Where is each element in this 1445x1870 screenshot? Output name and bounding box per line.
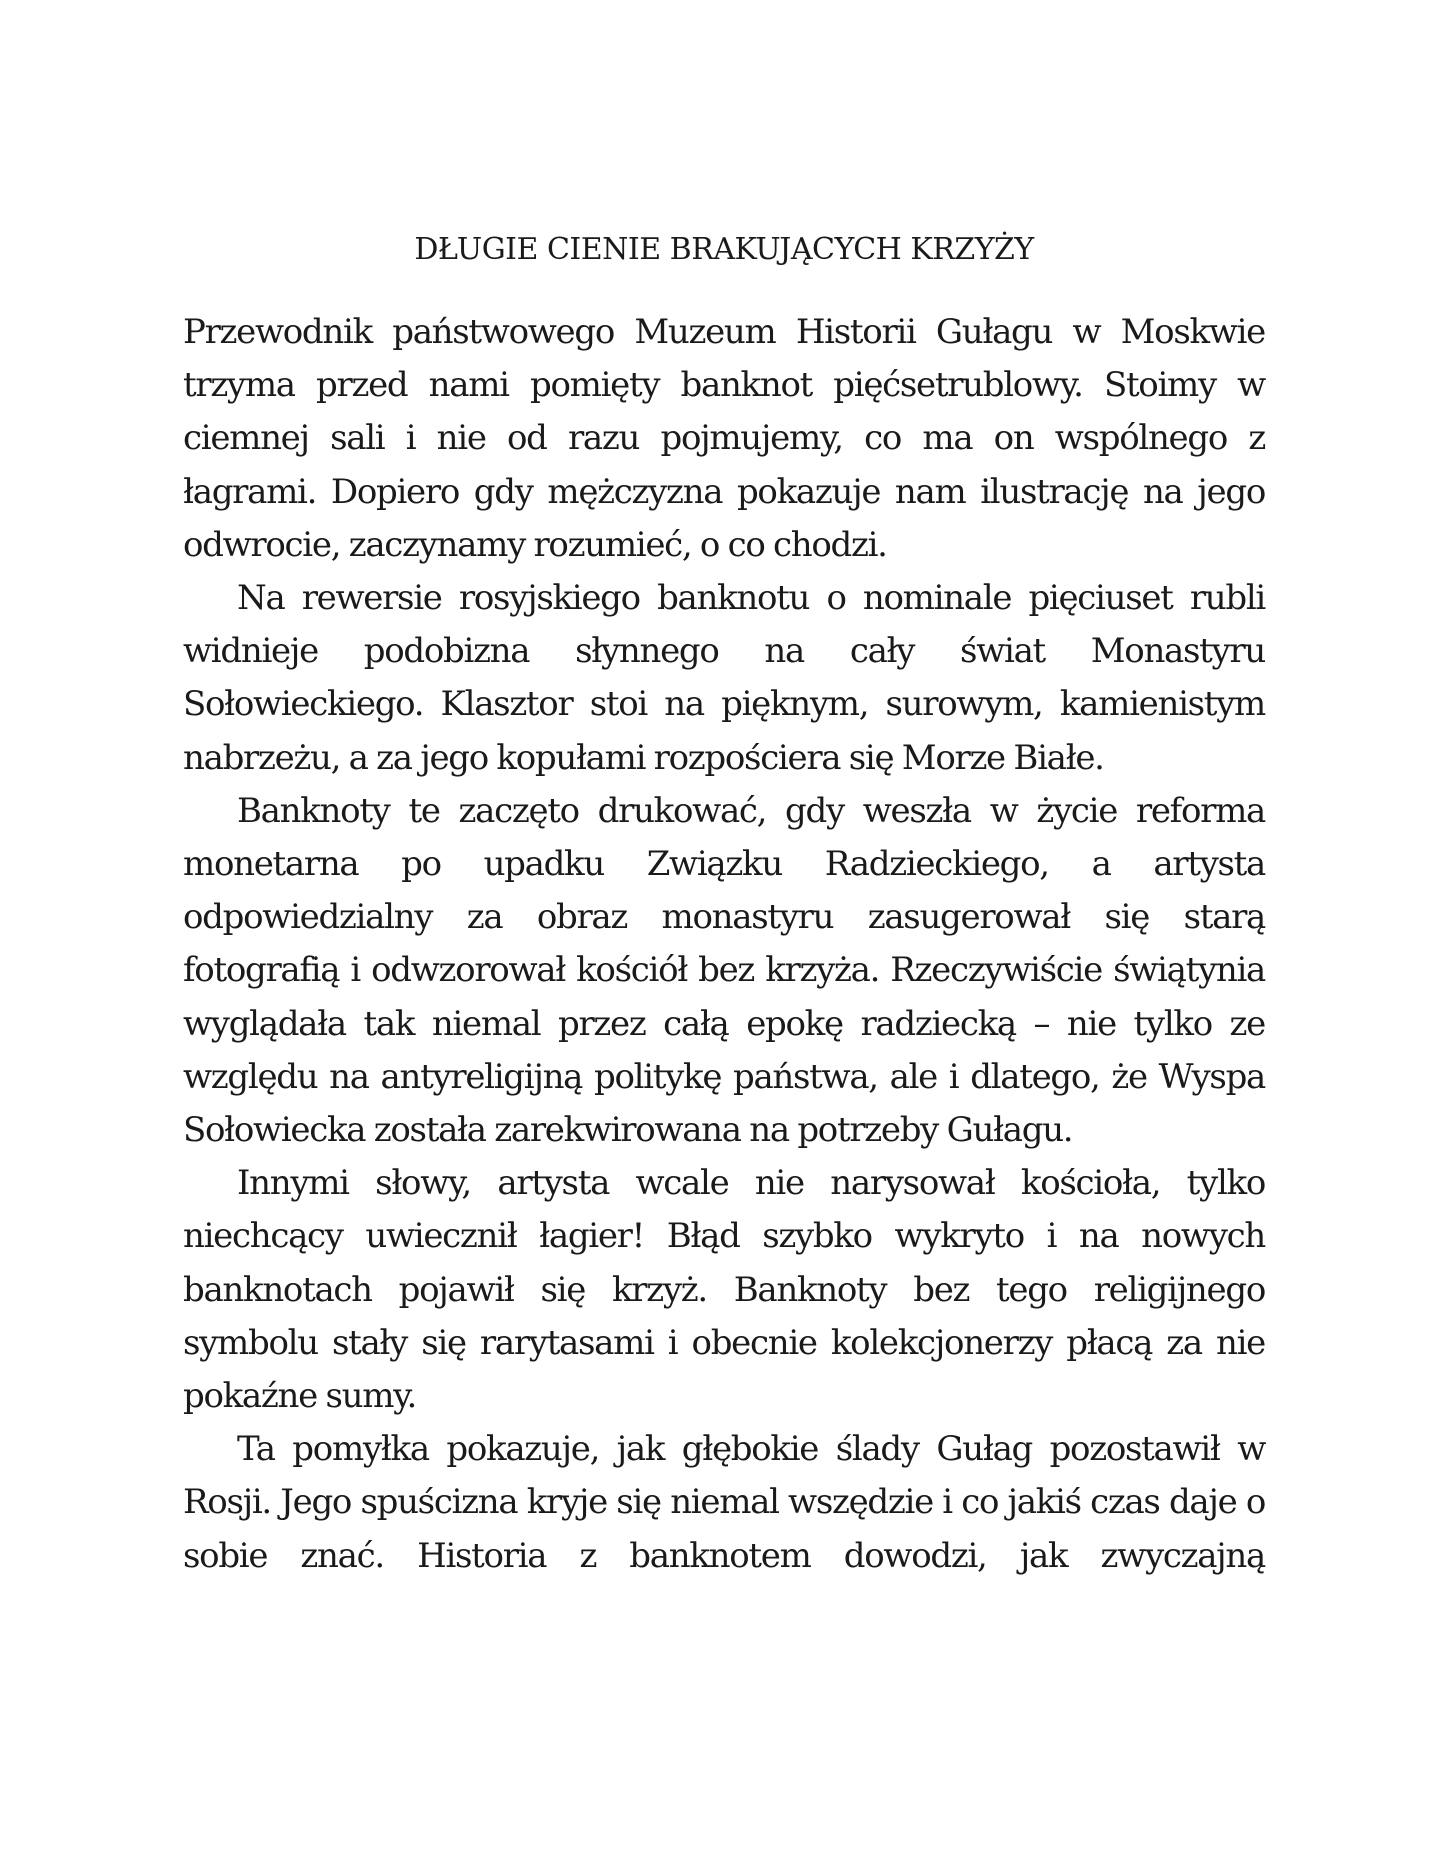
chapter-body (183, 306, 1265, 1583)
chapter-title: DŁUGIE CIENIE BRAKUJĄCYCH KRZYŻY (414, 232, 1034, 267)
paragraph-5: Ta pomyłka pokazuje, jak głębokie ślady Gułag pozostawił w Rosji. Jego spuścizna kryje się niemal wszędzie i co jakiś czas daje o sobie znać. Historia z banknotem dowodzi, jak zwyczajną (183, 1429, 1265, 1576)
paragraph-2: Na rewersie rosyjskiego banknotu o nominale pięciuset rubli widnieje podobizna słynnego na cały świat Monastyru Sołowieckiego. Klasztor stoi na pięknym, surowym, kamienistym nabrzeżu, a za jego kopułami rozpościera się Morze Białe. (183, 578, 1265, 778)
paragraph-3: Banknoty te zaczęto drukować, gdy weszła w życie reforma monetarna po upadku Związku Radzieckiego, a artysta odpowiedzialny za obraz monastyru zasugerował się starą fotografią i odwzorował kościół bez krzyża. Rzeczywiście świątynia wyglądała tak niemal przez całą epokę radziecką – nie tylko ze względu na antyreligijną politykę państwa, ale i dlatego, że Wyspa Sołowiecka została zarekwirowana na potrzeby Gułagu. (183, 790, 1265, 1151)
paragraph-1: Przewodnik państwowego Muzeum Historii Gułagu w Moskwie trzyma przed nami pomięty banknot pięćsetrublowy. Stoimy w ciemnej sali i nie od razu pojmujemy, co ma on wspólnego z łagrami. Dopiero gdy mężczyzna pokazuje nam ilustrację na jego odwrocie, zaczynamy rozumieć, o co chodzi. (183, 312, 1265, 565)
paragraph-4: Innymi słowy, artysta wcale nie narysował kościoła, tylko niechcący uwiecznił łagier! Błąd szybko wykryto i na nowych banknotach pojawił się krzyż. Banknoty bez tego religijnego symbolu stały się rarytasami i obecnie kolekcjonerzy płacą za nie pokaźne sumy. (183, 1163, 1265, 1417)
